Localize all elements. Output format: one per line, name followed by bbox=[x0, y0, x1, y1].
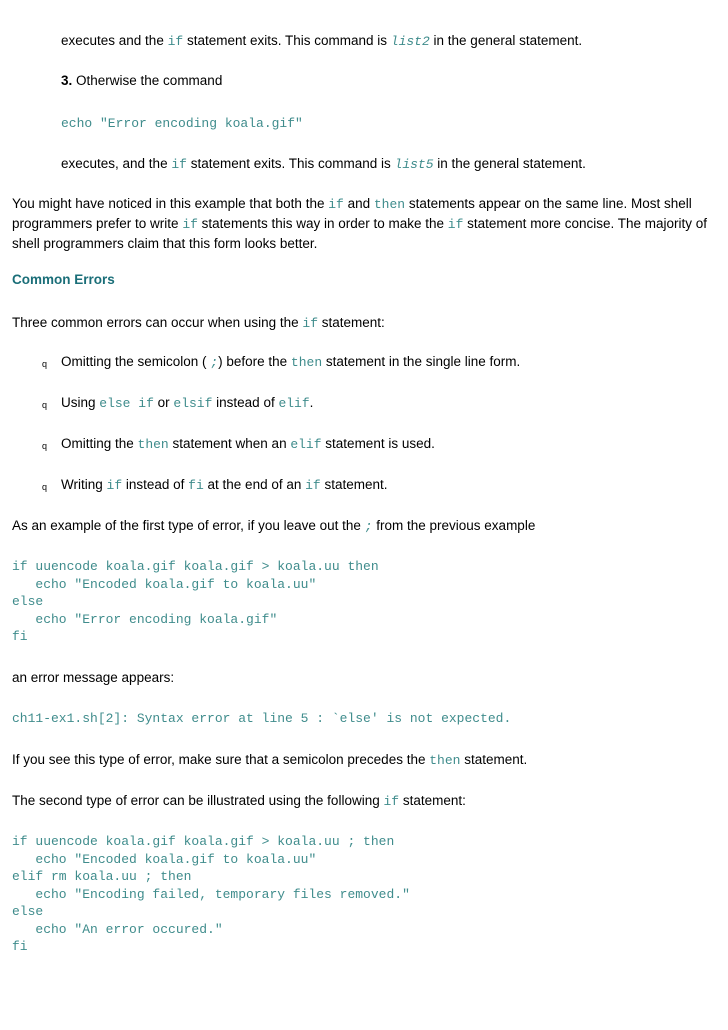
code-block-missing-semicolon: if uuencode koala.gif koala.gif > koala.uu then echo "Encoded koala.gif to koala.uu" else echo "Error encoding koala.gif" fi bbox=[12, 559, 379, 644]
intro-line-4: executes, and the if statement exits. This command is list5 in the general statement. bbox=[61, 156, 586, 172]
paragraph-same-line: You might have noticed in this example that both the if and then statements appear on the same line. Most shell programmers prefer to write if statements this way in order to make the if statement more concise. The majority of shell programmers claim that this form looks better. bbox=[12, 196, 708, 251]
paragraph-error-message: an error message appears: bbox=[12, 670, 175, 685]
intro-line-3: echo "Error encoding koala.gif" bbox=[61, 116, 303, 131]
bullet-icon: q bbox=[42, 400, 48, 410]
list-item: Omitting the then statement when an elif statement is used. bbox=[61, 436, 435, 452]
list-item: Writing if instead of fi at the end of an if statement. bbox=[61, 477, 388, 493]
paragraph-first-error: As an example of the first type of error, if you leave out the ; from the previous example bbox=[12, 518, 536, 534]
code-error-output: ch11-ex1.sh[2]: Syntax error at line 5 : `else' is not expected. bbox=[12, 711, 512, 726]
bullet-icon: q bbox=[42, 482, 48, 492]
paragraph-second-error: The second type of error can be illustrated using the following if statement: bbox=[12, 793, 466, 809]
bullet-icon: q bbox=[42, 441, 48, 451]
list-item: Omitting the semicolon ( ;) before the then statement in the single line form. bbox=[61, 354, 521, 370]
intro-line-2: 3. Otherwise the command bbox=[61, 73, 223, 88]
paragraph-semicolon-fix: If you see this type of error, make sure that a semicolon precedes the then statement. bbox=[12, 752, 528, 768]
bullet-icon: q bbox=[42, 359, 48, 369]
section-heading-common-errors: Common Errors bbox=[12, 272, 115, 287]
list-item: Using else if or elsif instead of elif. bbox=[61, 395, 314, 411]
intro-line-1: executes and the if statement exits. This command is list2 in the general statement. bbox=[61, 33, 583, 49]
paragraph-three-errors: Three common errors can occur when using the if statement: bbox=[12, 315, 385, 331]
code-block-elif-example: if uuencode koala.gif koala.gif > koala.uu ; then echo "Encoded koala.gif to koala.uu" elif rm koala.uu ; then echo "Encoding failed, temporary files removed." else echo "An error occured." fi bbox=[12, 834, 410, 954]
